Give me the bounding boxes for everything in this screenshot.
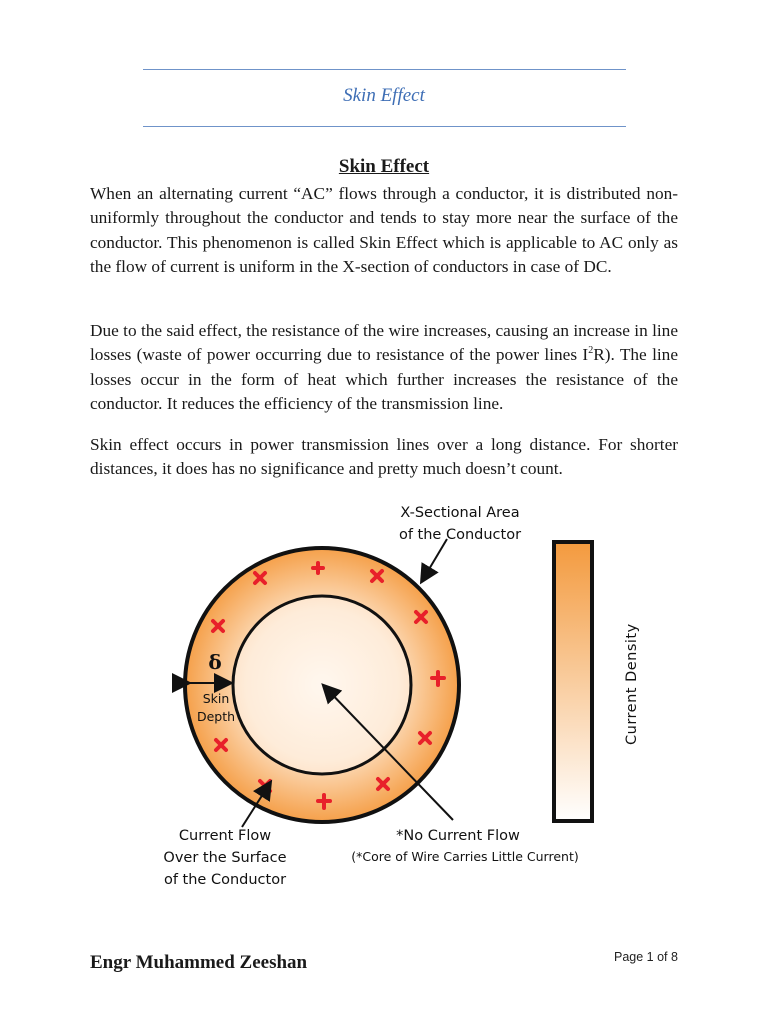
no-current-label: *No Current Flow [396,828,520,844]
skin-depth-line-1: Skin [202,691,230,706]
xsection-label [390,502,530,546]
current-flow-label [150,825,300,891]
current-density-bar [554,542,592,821]
skin-effect-diagram [150,495,640,895]
paragraph-2 [90,319,678,417]
running-header-title: Skin Effect [343,85,425,106]
xsection-label-line-2: of the Conductor [398,527,522,543]
skin-depth-label [196,690,236,726]
skin-depth-line-2: Depth [196,709,236,724]
delta-symbol: δ [208,650,222,674]
page-number: Page 1 of 8 [614,950,678,964]
paragraph-2-text-b: R). The line losses occur in the form of heat which further increases the resistance of the conductor. It reduces the efficiency of the transmission line. [90,345,678,414]
current-flow-line-3: of the Conductor [163,872,287,888]
paragraph-1: When an alternating current “AC” flows through a conductor, it is distributed non-uniformly throughout the conductor and tends to stay more near the surface of the conductor. This phenomenon is called Skin Effect which is applicable to AC only as the flow of current is uniform in the X-section of conductors in case of DC. [90,184,678,277]
footer-author: Engr Muhammed Zeeshan [90,952,308,973]
superscript-two: 2 [588,345,594,357]
current-density-label: Current Density [624,623,640,745]
paragraph-3: Skin effect occurs in power transmission lines over a long distance. For shorter distances, it does has no significance and pretty much doesn’t count. [90,435,678,479]
section-heading: Skin Effect [338,156,430,177]
paragraph-2-text-a: Due to the said effect, the resistance of the wire increases, causing an increase in line losses (waste of power occurring due to resistance of the power lines I [90,321,678,365]
current-flow-line-1: Current Flow [178,828,272,844]
header-rule-bottom [143,126,626,127]
xsection-label-line-1: X-Sectional Area [400,505,520,521]
header-rule-top [143,69,626,70]
current-flow-line-2: Over the Surface [163,850,287,866]
no-current-note: (*Core of Wire Carries Little Current) [351,849,579,864]
